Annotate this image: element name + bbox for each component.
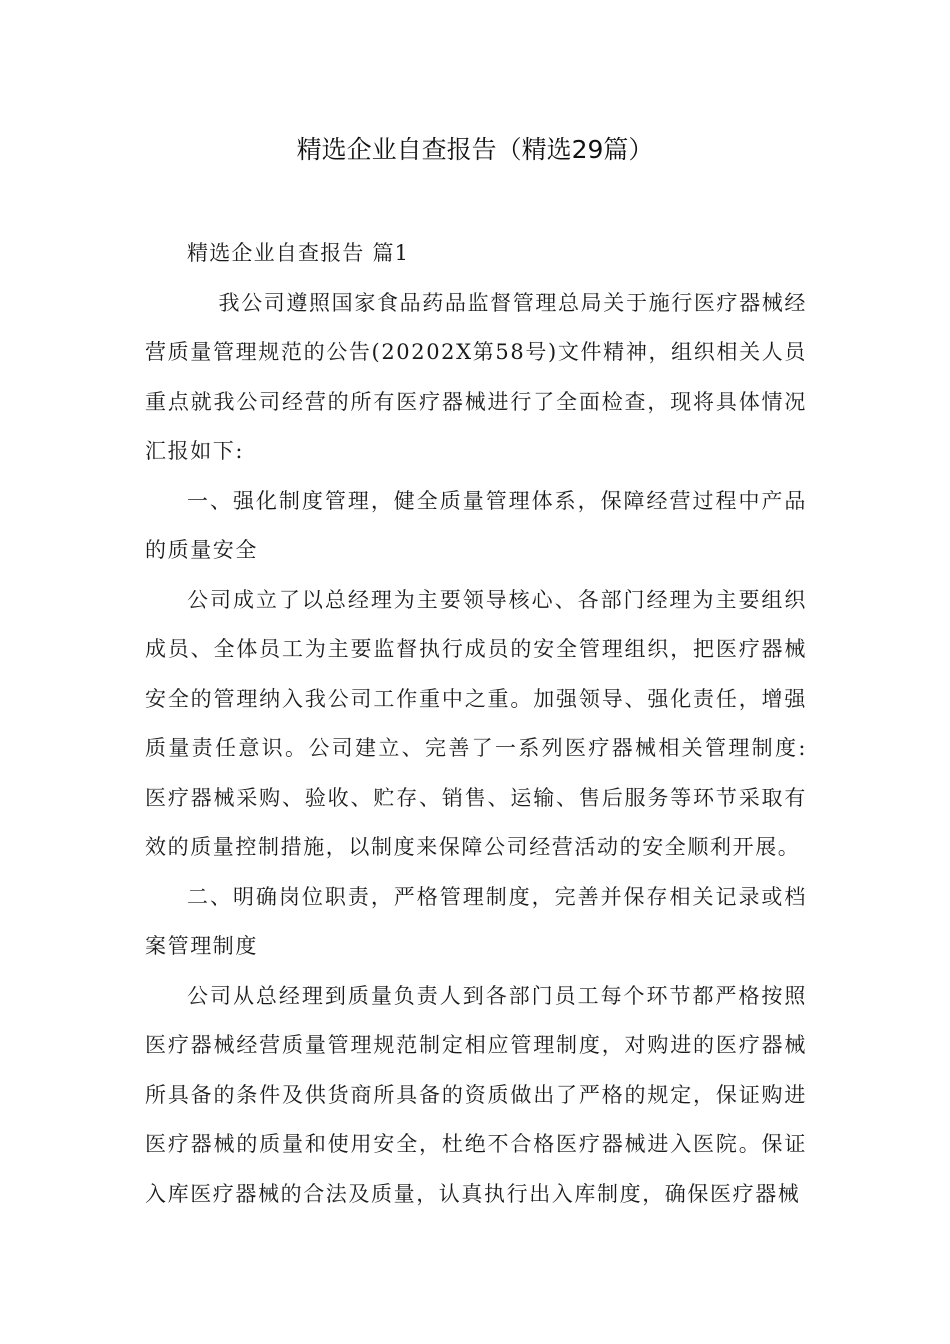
paragraph-intro: 我公司遵照国家食品药品监督管理总局关于施行医疗器械经营质量管理规范的公告(20202X第58号)文件精神，组织相关人员重点就我公司经营的所有医疗器械进行了全面检查，现将具体情况汇报如下:: [145, 290, 807, 463]
paragraph-heading-one: 一、强化制度管理，健全质量管理体系，保障经营过程中产品的质量安全: [145, 488, 807, 562]
paragraph-management-organization: 公司成立了以总经理为主要领导核心、各部门经理为主要组织成员、全体员工为主要监督执行成员的安全管理组织，把医疗器械安全的管理纳入我公司工作重中之重。加强领导、强化责任，增强质量责任意识。公司建立、完善了一系列医疗器械相关管理制度:医疗器械采购、验收、贮存、销售、运输、售后服务等环节采取有效的质量控制措施，以制度来保障公司经营活动的安全顺利开展。: [145, 587, 807, 859]
document-title: 精选企业自查报告（精选29篇）: [296, 135, 654, 164]
document-body: [145, 229, 807, 1219]
paragraph-responsibilities: 公司从总经理到质量负责人到各部门员工每个环节都严格按照医疗器械经营质量管理规范制定相应管理制度，对购进的医疗器械所具备的条件及供货商所具备的资质做出了严格的规定，保证购进医疗器械的质量和使用安全，杜绝不合格医疗器械进入医院。保证入库医疗器械的合法及质量，认真执行出入库制度，确保医疗器械: [145, 983, 807, 1206]
section-heading: 精选企业自查报告 篇1: [187, 241, 410, 265]
paragraph-heading-two: 二、明确岗位职责，严格管理制度，完善并保存相关记录或档案管理制度: [145, 884, 807, 958]
